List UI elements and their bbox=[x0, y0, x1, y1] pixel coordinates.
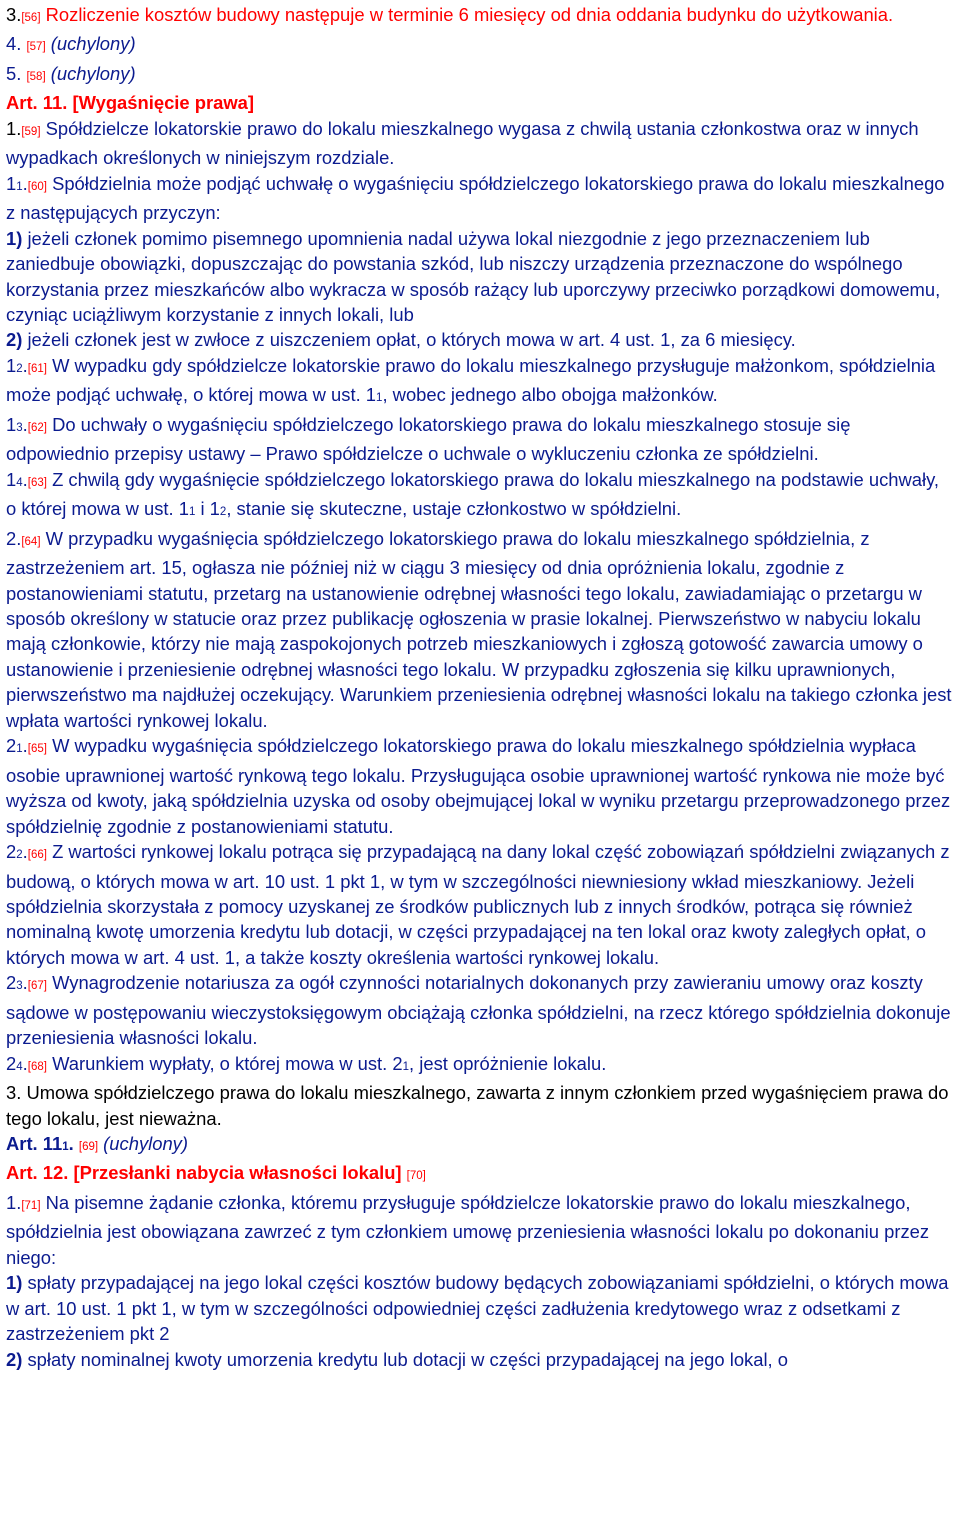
text-segment: 2. bbox=[6, 527, 22, 549]
text-segment: Spółdzielnia może podjąć uchwałę o wygaśnięciu spółdzielczego lokatorskiego prawa do lokalu mieszkalnego z następujących przyczyn: bbox=[6, 172, 945, 224]
text-segment: , stanie się skuteczne, ustaje członkostwo w spółdzielni. bbox=[226, 498, 682, 520]
text-segment: . bbox=[68, 1133, 79, 1155]
paragraph bbox=[6, 1160, 954, 1189]
text-segment: , wobec jednego albo obojga małżonków. bbox=[382, 384, 718, 406]
reference-marker: 4 bbox=[16, 476, 23, 489]
text-segment: Z wartości rynkowej lokalu potrąca się przypadającą na dany lokal część zobowiązań spółdzielni związanych z budową, o których mowa w art. 10 ust. 1 pkt 1, w tym w szczególności niewniesiony wkład mieszkaniowy. Jeżeli spółdzielnia skorzystała z pomocy uzyskanej ze środków publicznych lub z innych środków, potrąca się również nominalną kwotę umorzenia kredytu lub dotacji, w części przypadającej na ten lokal oraz kwoty zaległych opłat, o których mowa w art. 4 ust. 1, a także koszty określenia wartości rynkowej lokalu. bbox=[6, 841, 950, 968]
reference-marker: [68] bbox=[27, 1060, 47, 1073]
text-segment: Art. 11. [Wygaśnięcie prawa] bbox=[6, 92, 255, 114]
text-segment: Rozliczenie kosztów budowy następuje w terminie 6 miesięcy od dnia oddania budynku do użytkowania. bbox=[40, 4, 894, 25]
text-segment: . bbox=[22, 354, 28, 376]
text-segment: . bbox=[22, 1052, 28, 1074]
paragraph bbox=[6, 467, 954, 526]
text-segment: W wypadku gdy spółdzielcze lokatorskie prawo do lokalu mieszkalnego przysługuje małżonkom, spółdzielnia może podjąć uchwałę, o której mowa w ust. 1 bbox=[6, 354, 936, 406]
reference-marker: [59] bbox=[21, 125, 41, 138]
paragraph bbox=[6, 1347, 954, 1372]
text-segment: i 1 bbox=[195, 498, 220, 520]
text-segment: 2 bbox=[6, 841, 17, 863]
reference-marker: 2 bbox=[219, 506, 227, 519]
reference-marker: [57] bbox=[26, 41, 46, 54]
reference-marker: [63] bbox=[27, 476, 47, 489]
paragraph bbox=[6, 1190, 954, 1270]
text-segment: . bbox=[22, 972, 28, 994]
text-segment: spłaty nominalnej kwoty umorzenia kredytu lub dotacji w części przypadającej na jego lokal, o bbox=[27, 1348, 789, 1370]
reference-marker: 2 bbox=[16, 362, 23, 375]
reference-marker: [56] bbox=[21, 12, 41, 24]
paragraph bbox=[6, 327, 954, 352]
reference-marker: [66] bbox=[27, 849, 47, 862]
paragraph bbox=[6, 61, 954, 90]
text-segment: . bbox=[22, 413, 28, 435]
reference-marker: 3 bbox=[16, 421, 23, 434]
text-segment: , jest opróżnienie lokalu. bbox=[409, 1052, 607, 1074]
reference-marker: 1 bbox=[16, 743, 23, 756]
text-segment: jeżeli członek pomimo pisemnego upomnienia nadal używa lokal niezgodnie z jego przeznaczeniem lub zaniedbuje obowiązki, dopuszczając do powstania szkód, lub niszczy urządzenia przeznaczone do wspólnego korzystania przez mieszkańców albo wykracza w sposób rażący lub uporczywy przeciwko porządkowi domowemu, czyniąc uciążliwym korzystanie z innych lokali, lub bbox=[6, 227, 941, 325]
reference-marker: [69] bbox=[78, 1141, 99, 1154]
text-segment: Warunkiem wypłaty, o której mowa w ust. 2 bbox=[46, 1052, 403, 1074]
reference-marker: 1 bbox=[188, 506, 196, 519]
paragraph bbox=[6, 116, 954, 171]
text-segment: . bbox=[22, 841, 28, 863]
reference-marker: 2 bbox=[16, 849, 23, 862]
text-segment: Wynagrodzenie notariusza za ogół czynności notarialnych dokonanych przy zawieraniu umowy oraz koszty sądowe w postępowaniu wieczystoksięgowym obciążają członka spółdzielni, na rzecz którego spółdzielnia dokonuje przeniesienia własności lokalu. bbox=[6, 972, 951, 1049]
text-segment: Do uchwały o wygaśnięciu spółdzielczego lokatorskiego prawa do lokalu mieszkalnego stosuje się odpowiednio przepisy ustawy – Prawo spółdzielcze o uchwale o wykluczeniu członka ze spółdzielni. bbox=[6, 413, 851, 465]
text-segment: jeżeli członek jest w zwłoce z uiszczeniem opłat, o których mowa w art. 4 ust. 1, za 6 miesięcy. bbox=[27, 329, 796, 351]
reference-marker: [71] bbox=[21, 1199, 41, 1212]
paragraph bbox=[6, 1080, 954, 1131]
reference-marker: [64] bbox=[21, 535, 41, 548]
text-segment: W wypadku wygaśnięcia spółdzielczego lokatorskiego prawa do lokalu mieszkalnego spółdzielnia wypłaca osobie uprawnionej wartość rynkową tego lokalu. Przysługująca osobie uprawnionej wartość rynkowa nie może być wyższa od kwoty, jaką spółdzielnia uzyska od osoby obejmującej lokal w wyniku przetargu przeprowadzonego przez spółdzielnię zgodnie z postanowieniami statutu. bbox=[6, 735, 951, 837]
paragraph bbox=[6, 526, 954, 734]
text-segment: 1) bbox=[6, 1272, 28, 1294]
text-segment: spłaty przypadającej na jego lokal części kosztów budowy będących zobowiązaniami spółdzielni, o których mowa w art. 10 ust. 1 pkt 1, w tym w szczególności odpowiedniej części zadłużenia kredytowego wraz z odsetkami z zastrzeżeniem pkt 2 bbox=[6, 1272, 949, 1345]
reference-marker: [58] bbox=[26, 70, 46, 83]
text-segment: Art. 12. [Przesłanki nabycia własności lokalu] bbox=[6, 1162, 407, 1184]
reference-marker: [60] bbox=[27, 180, 47, 193]
paragraph bbox=[6, 226, 954, 328]
text-segment: 1 bbox=[6, 468, 17, 490]
text-segment: Z chwilą gdy wygaśnięcie spółdzielczego lokatorskiego prawa do lokalu mieszkalnego na podstawie uchwały, o której mowa w ust. 1 bbox=[6, 468, 940, 520]
paragraph bbox=[6, 412, 954, 467]
text-segment: 2) bbox=[6, 329, 28, 351]
text-segment: . bbox=[22, 468, 28, 490]
reference-marker: 1 bbox=[62, 1141, 69, 1154]
text-segment: 3. bbox=[6, 4, 22, 25]
text-segment: 5. bbox=[6, 62, 27, 84]
paragraph bbox=[6, 171, 954, 226]
reference-marker: 3 bbox=[16, 980, 23, 993]
paragraph bbox=[6, 1051, 954, 1080]
text-segment: . bbox=[22, 172, 28, 194]
text-segment: W przypadku wygaśnięcia spółdzielczego lokatorskiego prawa do lokalu mieszkalnego spółdzielnia, z zastrzeżeniem art. 15, ogłasza nie później niż w ciągu 3 miesięcy od dnia opróżnienia lokalu, zgodnie z postanowieniami statutu, przetarg na ustanowienie odrębnej własności tego lokalu, zawiadamiając o przetargu w sposób określony w statucie oraz przez publikację ogłoszenia w prasie lokalnej. Pierwszeństwo w nabyciu lokalu mają członkowie, którzy nie mają zaspokojonych potrzeb mieszkaniowych i zgłoszą gotowość zawarcia umowy o ustanowienie i przeniesienie odrębnej własności tego lokalu. W przypadku zgłoszenia się kilku uprawnionych, pierwszeństwo ma najdłużej oczekujący. Warunkiem przeniesienia odrębnej własności lokalu na takiego członka jest wpłata wartości rynkowej lokalu. bbox=[6, 527, 952, 731]
paragraph bbox=[6, 970, 954, 1050]
text-segment: 1. bbox=[6, 117, 22, 139]
paragraph bbox=[6, 90, 954, 115]
reference-marker: 4 bbox=[16, 1060, 23, 1073]
text-segment: 2 bbox=[6, 735, 17, 757]
text-segment: 2 bbox=[6, 1052, 17, 1074]
text-segment: 2) bbox=[6, 1348, 28, 1370]
text-segment: 2 bbox=[6, 972, 17, 994]
text-segment: . bbox=[22, 735, 28, 757]
text-segment: (uchylony) bbox=[98, 1133, 189, 1155]
text-segment: 3. Umowa spółdzielczego prawa do lokalu mieszkalnego, zawarta z innym członkiem przed wygaśnięciem prawa do tego lokalu, jest nieważna. bbox=[6, 1082, 949, 1129]
paragraph bbox=[6, 2, 954, 31]
paragraph bbox=[6, 353, 954, 412]
paragraph bbox=[6, 1270, 954, 1346]
paragraph bbox=[6, 1131, 954, 1160]
text-segment: Na pisemne żądanie członka, któremu przysługuje spółdzielcze lokatorskie prawo do lokalu mieszkalnego, spółdzielnia jest obowiązana zawrzeć z tym członkiem umowę przeniesienia własności lokalu po dokonaniu przez niego: bbox=[6, 1191, 930, 1268]
reference-marker: 1 bbox=[402, 1060, 410, 1073]
reference-marker: [65] bbox=[27, 743, 47, 756]
reference-marker: [67] bbox=[27, 980, 47, 993]
reference-marker: 1 bbox=[16, 180, 23, 193]
text-segment: (uchylony) bbox=[45, 33, 136, 55]
text-segment: 1 bbox=[6, 413, 17, 435]
paragraph bbox=[6, 31, 954, 60]
paragraph bbox=[6, 733, 954, 839]
paragraph bbox=[6, 839, 954, 970]
text-segment: (uchylony) bbox=[45, 62, 136, 84]
reference-marker: [61] bbox=[27, 362, 47, 375]
text-segment: 4. bbox=[6, 33, 27, 55]
reference-marker: 1 bbox=[376, 392, 383, 405]
text-segment: 1) bbox=[6, 227, 28, 249]
text-segment: 1 bbox=[6, 172, 17, 194]
text-segment: 1. bbox=[6, 1191, 22, 1213]
reference-marker: [62] bbox=[27, 421, 47, 434]
text-segment: 1 bbox=[6, 354, 17, 376]
text-segment: Art. 11 bbox=[6, 1133, 63, 1155]
text-segment: Spółdzielcze lokatorskie prawo do lokalu mieszkalnego wygasa z chwilą ustania członkostwa oraz w innych wypadkach określonych w niniejszym rozdziale. bbox=[6, 117, 919, 169]
reference-marker: [70] bbox=[406, 1170, 426, 1183]
